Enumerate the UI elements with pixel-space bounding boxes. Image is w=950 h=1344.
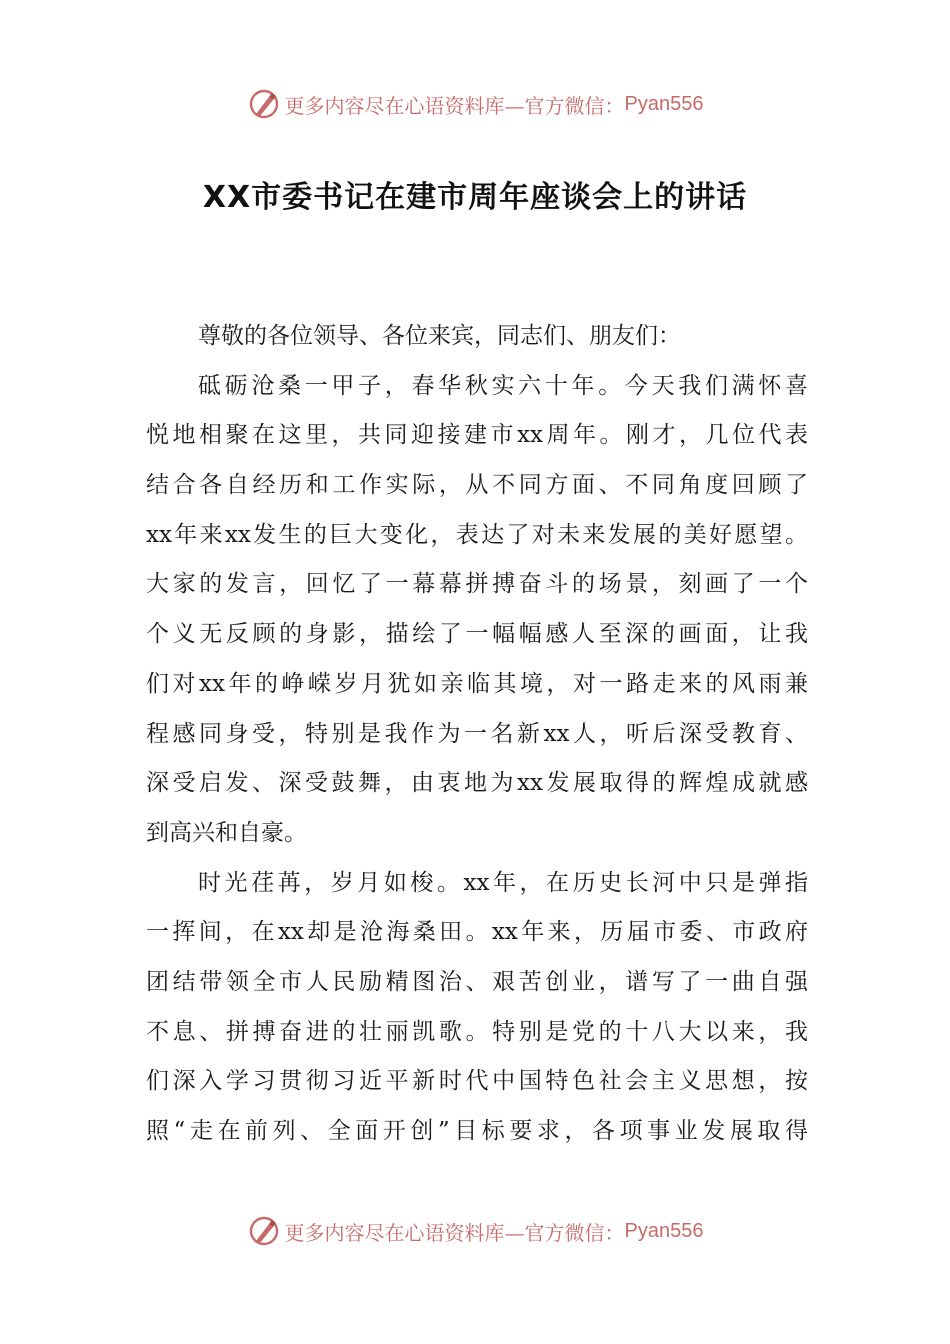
text-line: 不息、拼搏奋进的壮丽凯歌。特别是党的十八大以来，我 (146, 1018, 808, 1045)
text-line: 深受启发、深受鼓舞，由衷地为xx发展取得的辉煌成就感 (146, 770, 808, 797)
text-line: 们对xx年的峥嵘岁月犹如亲临其境，对一路走来的风雨兼 (146, 670, 808, 697)
watermark-header (0, 84, 950, 124)
watermark-wechat-id: Pyan556 (624, 92, 704, 115)
document-body (146, 312, 808, 1157)
text-line: 结合各自经历和工作实际，从不同方面、不同角度回顾了 (146, 472, 808, 499)
text-line: 一挥间，在xx却是沧海桑田。xx年来，历届市委、市政府 (146, 919, 808, 946)
watermark-text: 更多内容尽在心语资料库— (284, 93, 525, 118)
pen-nib-logo-icon (247, 1214, 281, 1248)
text-line: 悦地相聚在这里，共同迎接建市xx周年。刚才，几位代表 (146, 422, 808, 449)
text-line: 砥砺沧桑一甲子，春华秋实六十年。今天我们满怀喜 (198, 372, 808, 399)
document-title: XX市委书记在建市周年座谈会上的讲话 (202, 180, 748, 215)
text-line: xx年来xx发生的巨大变化，表达了对未来发展的美好愿望。 (146, 521, 808, 548)
text-line: 大家的发言，回忆了一幕幕拼搏奋斗的场景，刻画了一个 (146, 571, 808, 598)
text-line: 到高兴和自豪。 (146, 819, 307, 846)
watermark-text: 更多内容尽在心语资料库— (284, 1220, 525, 1245)
watermark-wechat-id: Pyan556 (624, 1219, 704, 1242)
text-line: 尊敬的各位领导、各位来宾，同志们、朋友们： (198, 323, 681, 349)
text-line: 时光荏苒，岁月如梭。xx年，在历史长河中只是弹指 (198, 869, 808, 896)
text-line: 照“走在前列、全面开创”目标要求，各项事业发展取得 (146, 1118, 808, 1144)
pen-nib-logo-icon (247, 87, 281, 121)
text-line: 团结带领全市人民励精图治、艰苦创业，谱写了一曲自强 (146, 968, 808, 995)
text-line: 程感同身受，特别是我作为一名新xx人，听后深受教育、 (146, 720, 808, 747)
text-line: 们深入学习贯彻习近平新时代中国特色社会主义思想，按 (146, 1068, 808, 1095)
watermark-label: 官方微信： (524, 1220, 625, 1245)
text-line: 个义无反顾的身影，描绘了一幅幅感人至深的画面，让我 (146, 621, 808, 648)
watermark-label: 官方微信： (524, 93, 625, 118)
watermark-footer (0, 1211, 950, 1251)
